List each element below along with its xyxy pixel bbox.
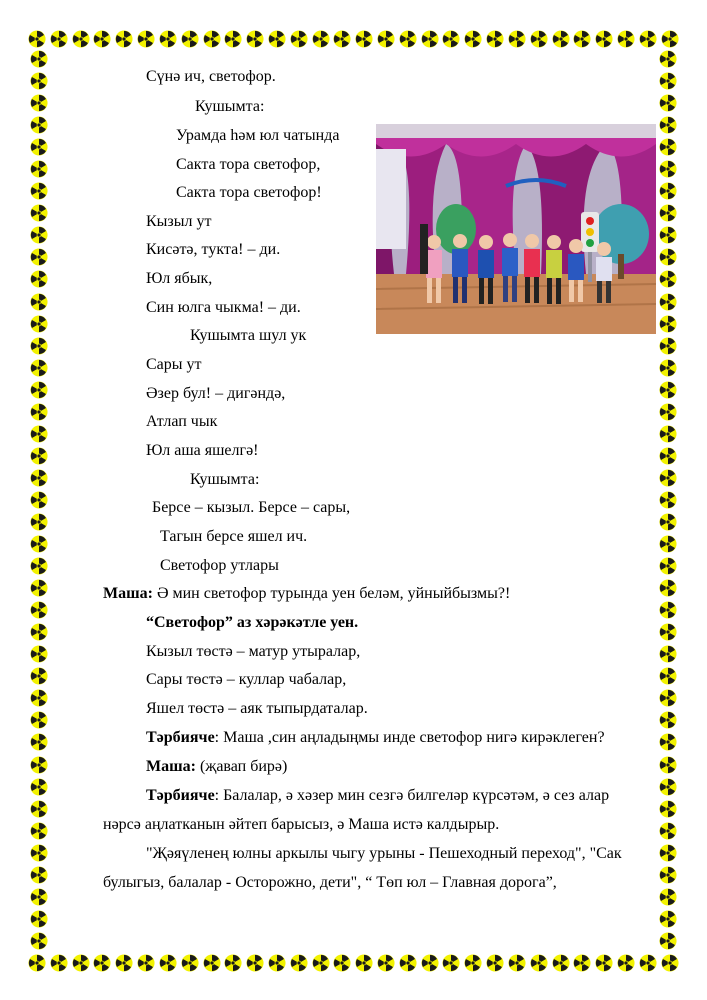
game-title: “Светофор” аз хәрәкәтле уен. — [146, 614, 359, 631]
poem-line: Сүнә ич, светофор. — [146, 68, 276, 85]
poem-chorus-heading: Кушымта: — [190, 471, 260, 488]
speech-text: (җавап бирә) — [195, 758, 288, 775]
poem-line: Сакта тора светофор, — [176, 156, 321, 173]
speaker-label: Тәрбияче — [146, 787, 215, 804]
speech-text: : Маша ,син аңладыңмы инде светофор нигә кирәклеген? — [214, 729, 605, 746]
poem-line: Әзер бул! – дигәндә, — [146, 385, 286, 402]
poem-line: Кисәтә, тукта! – ди. — [146, 241, 281, 258]
speech-text: : Балалар, ә хәзер мин сезгә билгеләр күрсәтәм, ә сез алар — [214, 787, 610, 804]
poem-line: Тагын берсе яшел ич. — [160, 528, 308, 545]
teacher-speech — [146, 728, 605, 748]
speech-text: Ә мин светофор турында уен беләм, уйныйбызмы?! — [152, 585, 511, 602]
poem-line: Светофор утлары — [160, 557, 279, 574]
poem-line: Юл ябык, — [146, 270, 213, 287]
signs-text: булыгыз, балалар - Осторожно, дети", “ Төп юл – Главная дорога”, — [103, 874, 557, 891]
masha-speech — [146, 757, 287, 777]
poem-line: Сары ут — [146, 356, 202, 373]
game-line: Сары төстә – куллар чабалар, — [146, 671, 347, 688]
poem-chorus-heading: Кушымта: — [195, 98, 265, 115]
masha-speech — [103, 584, 510, 604]
poem-line: Юл аша яшелгә! — [146, 442, 259, 459]
poem-line: Сакта тора светофор! — [176, 184, 322, 201]
speaker-label: Маша: — [103, 585, 153, 602]
poem-line: Берсе – кызыл. Берсе – сары, — [152, 499, 351, 516]
signs-text: "Җәяүленең юлны аркылы чыгу урыны - Пешеходный переход", "Сак — [146, 845, 622, 862]
poem-chorus-heading: Кушымта шул ук — [190, 327, 307, 344]
game-line: Яшел төстә – аяк тыпырдаталар. — [146, 700, 368, 717]
speaker-label: Маша: — [146, 758, 196, 775]
game-line: Кызыл төстә – матур утыралар, — [146, 643, 361, 660]
poem-line: Атлап чык — [146, 413, 218, 430]
poem-line: Син юлга чыкма! – ди. — [146, 299, 301, 316]
teacher-speech — [146, 786, 656, 806]
speaker-label: Тәрбияче — [146, 729, 215, 746]
teacher-speech-continued: нәрсә аңлатканын әйтеп барысыз, ә Маша истә калдырыр. — [103, 816, 500, 833]
poem-line: Урамда һәм юл чатында — [176, 127, 340, 144]
poem-line: Кызыл ут — [146, 213, 212, 230]
